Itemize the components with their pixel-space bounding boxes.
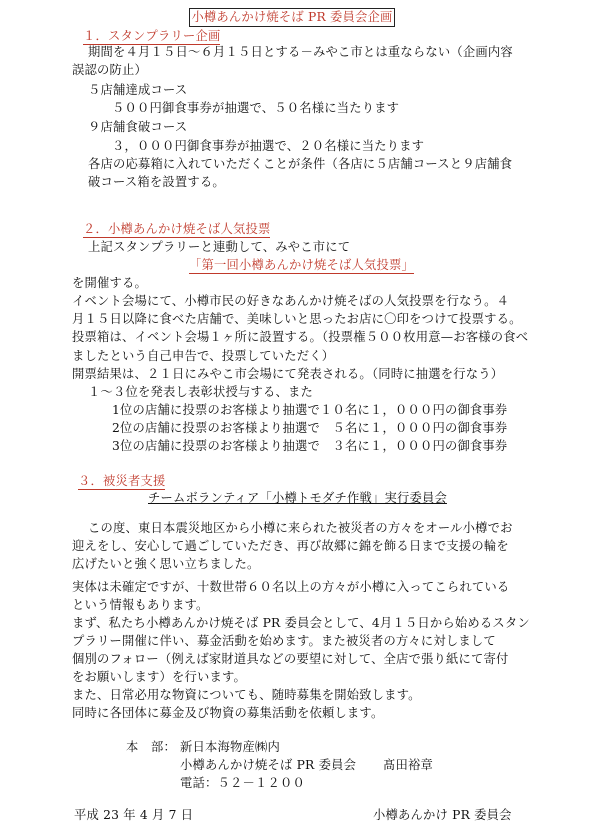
section1-line: ５店舗達成コース xyxy=(88,83,188,97)
committee-name: 小樽あんかけ焼そば PR 委員会 xyxy=(180,758,357,772)
section1-line: 誤認の防止） xyxy=(72,63,147,77)
section2-line: 開票結果は、２１日にみやこ市会場にて発表される。（同時に抽選を行なう） xyxy=(72,367,504,381)
vote-event-title: 「第一回小樽あんかけ焼そば人気投票」 xyxy=(189,258,414,272)
section3-line: この度、東日本震災地区から小樽に来られた被災者の方々をオール小樽でお xyxy=(88,521,513,535)
section2-line: ましたという自己申告で、投票していただく） xyxy=(72,349,335,363)
section2-heading: ２．小樽あんかけ焼そば人気投票 xyxy=(83,222,271,236)
section2-line: を開催する。 xyxy=(72,276,147,290)
hq-label: 本 部： xyxy=(126,740,176,754)
section2-line: 月１５日以降に食べた店舗で、美味しいと思ったお店に〇印をつけて投票する。 xyxy=(72,312,522,326)
section3-line: 同時に各団体に募金及び物資の募集活動を依頼します。 xyxy=(72,706,384,720)
section2-line: イベント会場にて、小樽市民の好きなあんかけ焼そばの人気投票を行なう。４ xyxy=(72,294,510,308)
section2-line: １～３位を発表し表彰状授与する、また xyxy=(88,385,313,399)
section3-line: 個別のフォロー（例えば家財道具などの要望に対して、全店で張り紙にて寄付 xyxy=(72,652,509,666)
section3-line: 迎えをし、安心して過ごしていただき、再び故郷に錦を飾る日まで支援の輪を xyxy=(72,539,509,553)
section3-heading: ３．被災者支援 xyxy=(78,474,166,488)
section1-line: ９店舗食破コース xyxy=(88,120,188,134)
section1-line: 破コース箱を設置する。 xyxy=(88,175,225,189)
section3-subheading: チームボランティア「小樽トモダチ作戦」実行委員会 xyxy=(148,491,447,505)
section3-line: という情報もあります。 xyxy=(72,598,209,612)
prize-line: 3位の店舗に投票のお客様より抽選で ３名に１，０００円の御食事券 xyxy=(112,439,508,453)
contact-person: 髙田裕章 xyxy=(383,758,433,772)
section1-line: ３，０００円御食事券が抽選で、２０名様に当たります xyxy=(112,139,425,153)
hq-company: 新日本海物産㈱内 xyxy=(180,740,280,754)
section3-line: をお願いします）を行います。 xyxy=(72,670,246,684)
section1-line: 各店の応募箱に入れていただくことが条件（各店に５店舗コースと９店舗食 xyxy=(88,157,513,171)
section1-line: ５００円御食事券が抽選で、５０名様に当たります xyxy=(112,101,400,115)
document-title: 小樽あんかけ焼そば PR 委員会企画 xyxy=(189,8,395,27)
section1-heading: １．スタンプラリー企画 xyxy=(83,29,221,43)
section1-line: 期間を４月１５日～６月１５日とする－みやこ市とは重ならない（企画内容 xyxy=(88,45,513,59)
section3-line: まず、私たち小樽あんかけ焼そば PR 委員会として、4月１５日から始めるスタン xyxy=(72,616,530,630)
section3-line: プラリー開催に伴い、募金活動を始めます。また被災者の方々に対しまして xyxy=(72,634,496,648)
signature: 小樽あんかけ PR 委員会 xyxy=(373,808,512,822)
document-date: 平成 23 年 4 月 7 日 xyxy=(74,808,194,822)
section3-line: また、日常必用な物資についても、随時募集を開始致します。 xyxy=(72,688,421,702)
prize-line: 1位の店舗に投票のお客様より抽選で１０名に１，０００円の御食事券 xyxy=(112,403,508,417)
section2-line: 投票箱は、イベント会場１ヶ所に設置する。（投票権５００枚用意—お客様の食べ xyxy=(72,330,529,344)
section3-line: 実体は未確定ですが、十数世帯６０名以上の方々が小樽に入ってこられている xyxy=(72,580,510,594)
section2-line: 上記スタンプラリーと連動して、みやこ市にて xyxy=(88,240,351,254)
prize-line: 2位の店舗に投票のお客様より抽選で ５名に１，０００円の御食事券 xyxy=(112,421,508,435)
section3-line: 広げたいと強く思い立ちました。 xyxy=(72,557,260,571)
phone-number: 電話：５２－１２００ xyxy=(180,776,305,790)
